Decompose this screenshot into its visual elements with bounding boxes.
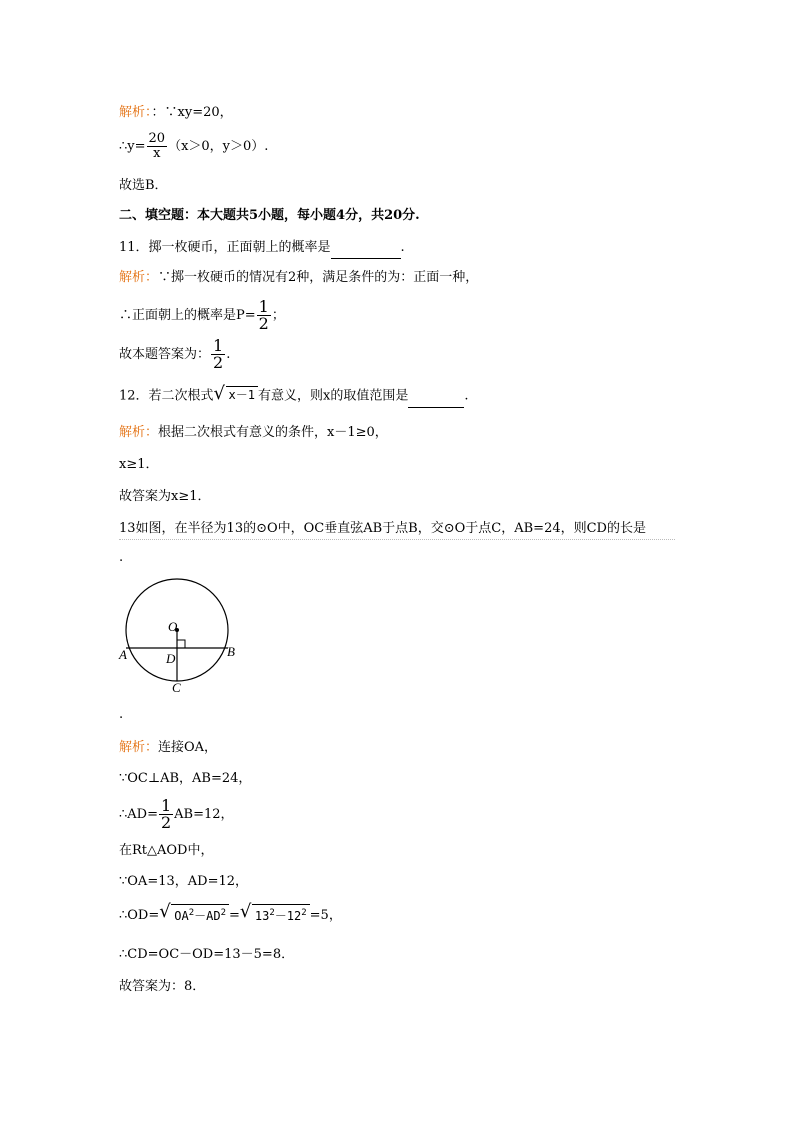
- question-12: [119, 383, 469, 408]
- text: ：∵xy=20，: [151, 105, 233, 120]
- denominator: x: [153, 146, 161, 161]
- text: .: [226, 347, 231, 362]
- answer-blank: [408, 387, 464, 408]
- answer-12-line-2: x≥1．: [119, 457, 159, 472]
- numerator: 20: [148, 131, 166, 146]
- analysis-label: 解析：: [119, 425, 159, 440]
- answer-13-line-6: [119, 901, 342, 927]
- exponent: 2: [220, 908, 226, 918]
- text: 连接OA，: [158, 740, 218, 755]
- exponent: 2: [188, 908, 195, 918]
- text: OA: [174, 909, 189, 923]
- answer-13-line-2: ∵OC⊥AB，AB=24，: [119, 771, 252, 786]
- answer-13-line-4: 在Rt△AOD中，: [119, 843, 214, 858]
- text: 12．若二次根式: [119, 388, 214, 404]
- denominator: 2: [213, 353, 224, 372]
- text: 根据二次根式有意义的条件，x－1≥0，: [158, 425, 388, 440]
- question-13: 13如图，在半径为13的⊙O中，OC垂直弦AB于点B，交⊙O于点C，AB=24，则CD的长是: [119, 519, 675, 540]
- analysis-label: 解析：: [119, 270, 159, 285]
- text: ；: [271, 308, 285, 323]
- answer-12-line-1: [119, 423, 388, 443]
- question-13-dot: .: [119, 550, 124, 565]
- text: ∴正面朝上的概率是P=: [119, 308, 256, 323]
- square-root: √ $13^2-12^2$: [240, 904, 310, 927]
- text: ∴OD=: [119, 908, 160, 923]
- answer-13-line-5: ∵OA=13，AD=12，: [119, 874, 248, 889]
- right-angle-mark: [177, 640, 185, 648]
- answer-11-line-3: [119, 338, 230, 371]
- text: =5，: [309, 908, 342, 923]
- square-root: √ x－1: [214, 386, 258, 406]
- label-c: C: [172, 680, 181, 694]
- text: AB=12，: [174, 807, 234, 822]
- numerator: 1: [160, 796, 172, 815]
- label-a: A: [119, 647, 127, 662]
- fraction: [211, 338, 225, 371]
- radicand: [252, 904, 310, 924]
- radicand: x－1: [226, 386, 258, 403]
- text: .: [400, 240, 405, 255]
- fraction: [147, 132, 168, 161]
- text: 11．掷一枚硬币，正面朝上的概率是: [119, 240, 331, 255]
- after-figure-dot: .: [119, 707, 124, 722]
- answer-12-line-3: 故答案为x≥1．: [119, 489, 211, 504]
- label-b: B: [227, 644, 235, 659]
- numerator: 1: [213, 336, 224, 355]
- numerator: 1: [258, 297, 269, 316]
- fraction: [159, 798, 173, 831]
- fraction: [257, 299, 271, 332]
- analysis-label: 解析：: [119, 740, 159, 755]
- answer-13-line-7: ∴CD=OC－OD=13－5=8．: [119, 947, 295, 962]
- exponent: 2: [269, 908, 275, 918]
- text: ∴AD=: [119, 807, 158, 822]
- radicand: [171, 904, 229, 924]
- analysis-label: 解析：: [119, 105, 152, 120]
- answer-blank: [331, 238, 401, 259]
- text: －AD: [194, 909, 221, 923]
- text: ∵掷一枚硬币的情况有2种，满足条件的为：正面一种，: [158, 270, 479, 285]
- answer-line-1: [119, 103, 233, 123]
- answer-13-line-3: [119, 798, 234, 831]
- text: 13: [254, 909, 270, 923]
- answer-11-line-1: [119, 268, 478, 288]
- question-11: [119, 238, 405, 259]
- label-o: O: [168, 619, 178, 634]
- text: －12: [274, 909, 302, 923]
- denominator: 2: [160, 813, 172, 832]
- answer-11-line-2: [119, 299, 285, 332]
- answer-13-line-8: 故答案为：8．: [119, 979, 206, 994]
- label-d: D: [166, 651, 176, 666]
- answer-line-2: [119, 132, 268, 161]
- answer-line-3: 故选B．: [119, 178, 168, 193]
- text: （x＞0，y＞0）.: [168, 139, 269, 154]
- circle-diagram: [113, 574, 243, 694]
- denominator: 2: [258, 314, 269, 333]
- square-root: √ $OA^2-AD^2$: [159, 904, 229, 927]
- answer-13-line-1: [119, 738, 217, 758]
- text: 有意义，则x的取值范围是: [258, 388, 409, 404]
- text: ∴y=: [119, 139, 146, 154]
- section-title: 二、填空题：本大题共5小题，每小题4分，共20分.: [119, 208, 420, 223]
- text: =: [229, 908, 240, 923]
- text: .: [464, 388, 469, 404]
- text: 故本题答案为：: [119, 347, 211, 362]
- exponent: 2: [301, 908, 307, 918]
